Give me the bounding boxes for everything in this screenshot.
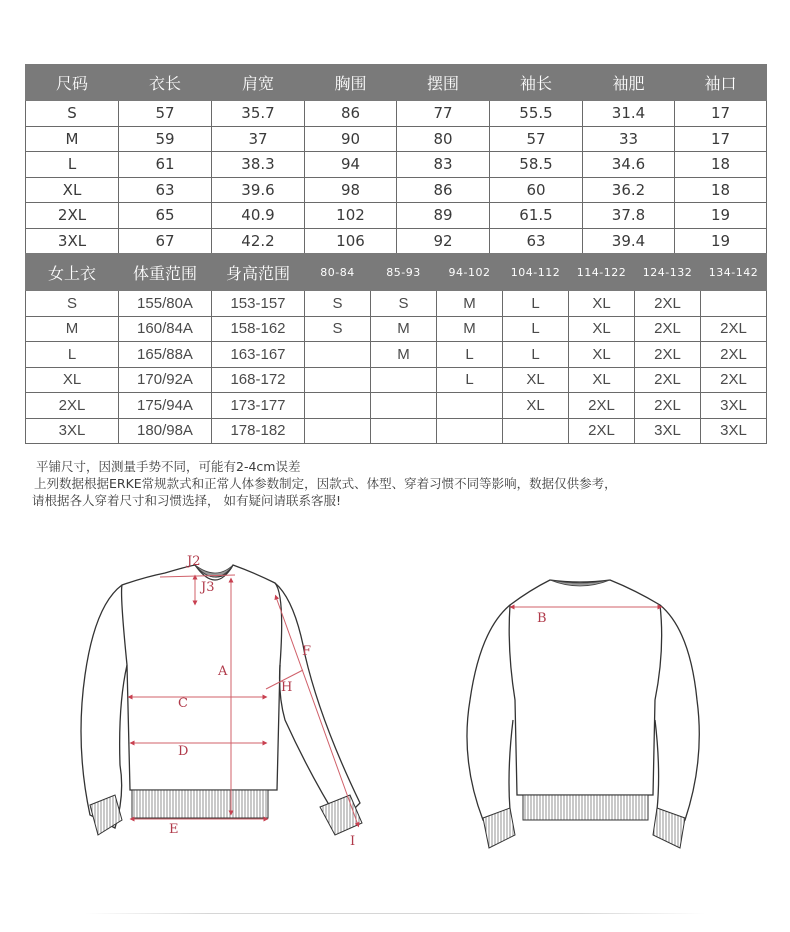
size-cell: S — [26, 101, 119, 127]
value-cell: 2XL — [569, 418, 635, 444]
size-cell: 2XL — [26, 393, 119, 419]
value-cell: L — [503, 342, 569, 368]
value-cell: 89 — [397, 203, 490, 229]
header-range-134-142: 134-142 — [701, 254, 767, 291]
label-d: D — [178, 744, 189, 759]
label-e: E — [169, 822, 179, 837]
value-cell: 55.5 — [490, 101, 583, 127]
value-cell: L — [437, 367, 503, 393]
left-cuff — [90, 795, 122, 835]
header-sleeve-length: 袖长 — [490, 65, 583, 101]
value-cell: M — [371, 342, 437, 368]
note-line-1: 平铺尺寸，因测量手势不同，可能有2-4cm误差 — [36, 459, 301, 474]
label-j2: J2 — [187, 554, 201, 569]
value-cell: 34.6 — [583, 152, 675, 178]
value-cell: 175/94A — [119, 393, 212, 419]
value-cell: 3XL — [635, 418, 701, 444]
value-cell: 168-172 — [212, 367, 305, 393]
back-right-cuff — [653, 808, 685, 848]
value-cell — [305, 367, 371, 393]
size-chart-row — [26, 177, 767, 203]
fit-chart-row — [26, 291, 767, 317]
fit-chart-header — [26, 254, 767, 291]
value-cell: 102 — [305, 203, 397, 229]
value-cell — [305, 393, 371, 419]
value-cell: 61 — [119, 152, 212, 178]
value-cell — [437, 418, 503, 444]
fit-chart-row — [26, 393, 767, 419]
back-sweater-outline — [467, 580, 699, 820]
value-cell: 60 — [490, 177, 583, 203]
value-cell: 3XL — [701, 393, 767, 419]
label-h: H — [281, 680, 293, 695]
value-cell: 39.6 — [212, 177, 305, 203]
value-cell: XL — [569, 342, 635, 368]
value-cell: M — [437, 291, 503, 317]
back-hem-rib — [523, 795, 648, 820]
value-cell: 19 — [675, 228, 767, 254]
size-cell: 3XL — [26, 228, 119, 254]
value-cell: 36.2 — [583, 177, 675, 203]
value-cell: 160/84A — [119, 316, 212, 342]
value-cell: 39.4 — [583, 228, 675, 254]
size-cell: S — [26, 291, 119, 317]
value-cell: 178-182 — [212, 418, 305, 444]
size-chart-header — [26, 65, 767, 101]
value-cell: 17 — [675, 126, 767, 152]
value-cell: 3XL — [701, 418, 767, 444]
value-cell: 98 — [305, 177, 397, 203]
value-cell: 2XL — [635, 367, 701, 393]
label-j3: J3 — [201, 580, 215, 595]
value-cell: 63 — [490, 228, 583, 254]
size-cell: L — [26, 342, 119, 368]
size-cell: L — [26, 152, 119, 178]
value-cell: 57 — [119, 101, 212, 127]
fit-chart-row — [26, 367, 767, 393]
value-cell: 2XL — [701, 342, 767, 368]
back-measurement-diagram — [455, 570, 705, 855]
hem-rib — [132, 790, 268, 818]
header-range-80-84: 80-84 — [305, 254, 371, 291]
back-left-cuff — [483, 808, 515, 848]
header-height-range: 身高范围 — [212, 254, 305, 291]
value-cell — [437, 393, 503, 419]
header-weight-range: 体重范围 — [119, 254, 212, 291]
header-range-85-93: 85-93 — [371, 254, 437, 291]
value-cell: 77 — [397, 101, 490, 127]
header-range-104-112: 104-112 — [503, 254, 569, 291]
value-cell — [701, 291, 767, 317]
value-cell: M — [437, 316, 503, 342]
value-cell — [305, 418, 371, 444]
value-cell: 173-177 — [212, 393, 305, 419]
header-range-94-102: 94-102 — [437, 254, 503, 291]
value-cell — [503, 418, 569, 444]
value-cell — [371, 367, 437, 393]
footer-divider — [85, 913, 705, 914]
measurement-notes — [32, 458, 617, 509]
value-cell: 17 — [675, 101, 767, 127]
value-cell: 42.2 — [212, 228, 305, 254]
value-cell: 2XL — [635, 316, 701, 342]
value-cell: XL — [569, 367, 635, 393]
fit-chart-row — [26, 342, 767, 368]
size-chart-row — [26, 203, 767, 229]
value-cell: 86 — [305, 101, 397, 127]
label-f: F — [302, 644, 312, 659]
fit-chart-table — [25, 253, 767, 444]
value-cell: 61.5 — [490, 203, 583, 229]
size-chart-row — [26, 126, 767, 152]
size-chart-row — [26, 228, 767, 254]
value-cell: 180/98A — [119, 418, 212, 444]
header-hem: 摆围 — [397, 65, 490, 101]
value-cell: S — [305, 316, 371, 342]
size-cell: XL — [26, 177, 119, 203]
value-cell — [371, 393, 437, 419]
header-cuff: 袖口 — [675, 65, 767, 101]
size-cell: 3XL — [26, 418, 119, 444]
header-chest: 胸围 — [305, 65, 397, 101]
value-cell: L — [503, 291, 569, 317]
label-i: I — [350, 834, 356, 849]
value-cell: 18 — [675, 152, 767, 178]
value-cell: 92 — [397, 228, 490, 254]
fit-chart-row — [26, 316, 767, 342]
value-cell: S — [305, 291, 371, 317]
value-cell: 18 — [675, 177, 767, 203]
value-cell: 31.4 — [583, 101, 675, 127]
value-cell: 57 — [490, 126, 583, 152]
value-cell: 63 — [119, 177, 212, 203]
header-range-114-122: 114-122 — [569, 254, 635, 291]
value-cell: 106 — [305, 228, 397, 254]
value-cell: 2XL — [701, 367, 767, 393]
note-line-3: 请根据各人穿着尺寸和习惯选择， 如有疑问请联系客服! — [32, 493, 341, 508]
label-b: B — [537, 611, 547, 626]
value-cell: 2XL — [635, 291, 701, 317]
value-cell — [305, 342, 371, 368]
header-sleeve-width: 袖肥 — [583, 65, 675, 101]
header-womens-top: 女上衣 — [26, 254, 119, 291]
header-length: 衣长 — [119, 65, 212, 101]
value-cell: 80 — [397, 126, 490, 152]
size-cell: M — [26, 126, 119, 152]
value-cell: XL — [569, 316, 635, 342]
header-range-124-132: 124-132 — [635, 254, 701, 291]
value-cell: 94 — [305, 152, 397, 178]
value-cell: 158-162 — [212, 316, 305, 342]
size-chart-row — [26, 152, 767, 178]
size-chart-row — [26, 101, 767, 127]
value-cell: 37 — [212, 126, 305, 152]
value-cell: XL — [503, 393, 569, 419]
value-cell: 153-157 — [212, 291, 305, 317]
front-measurement-diagram — [70, 545, 380, 855]
value-cell: L — [437, 342, 503, 368]
value-cell: 40.9 — [212, 203, 305, 229]
value-cell: 2XL — [569, 393, 635, 419]
value-cell: 2XL — [635, 342, 701, 368]
value-cell: 163-167 — [212, 342, 305, 368]
value-cell: 67 — [119, 228, 212, 254]
value-cell: 2XL — [635, 393, 701, 419]
value-cell: 19 — [675, 203, 767, 229]
size-cell: M — [26, 316, 119, 342]
value-cell — [371, 418, 437, 444]
value-cell: 59 — [119, 126, 212, 152]
value-cell: 2XL — [701, 316, 767, 342]
value-cell: 170/92A — [119, 367, 212, 393]
value-cell: 35.7 — [212, 101, 305, 127]
value-cell: 90 — [305, 126, 397, 152]
value-cell: 33 — [583, 126, 675, 152]
value-cell: S — [371, 291, 437, 317]
label-c: C — [178, 696, 188, 711]
value-cell: 65 — [119, 203, 212, 229]
value-cell: 165/88A — [119, 342, 212, 368]
header-size: 尺码 — [26, 65, 119, 101]
label-a: A — [218, 664, 228, 679]
value-cell: L — [503, 316, 569, 342]
fit-chart-row — [26, 418, 767, 444]
note-line-2: 上列数据根据ERKE常规款式和正常人体参数制定，因款式、体型、穿着习惯不同等影响，数据仅供参考， — [34, 476, 617, 491]
value-cell: M — [371, 316, 437, 342]
size-cell: XL — [26, 367, 119, 393]
value-cell: XL — [569, 291, 635, 317]
value-cell: 83 — [397, 152, 490, 178]
value-cell: XL — [503, 367, 569, 393]
header-shoulder: 肩宽 — [212, 65, 305, 101]
size-chart-table — [25, 64, 767, 254]
value-cell: 38.3 — [212, 152, 305, 178]
measurement-arrows — [130, 575, 358, 825]
value-cell: 37.8 — [583, 203, 675, 229]
value-cell: 58.5 — [490, 152, 583, 178]
value-cell: 86 — [397, 177, 490, 203]
size-cell: 2XL — [26, 203, 119, 229]
value-cell: 155/80A — [119, 291, 212, 317]
